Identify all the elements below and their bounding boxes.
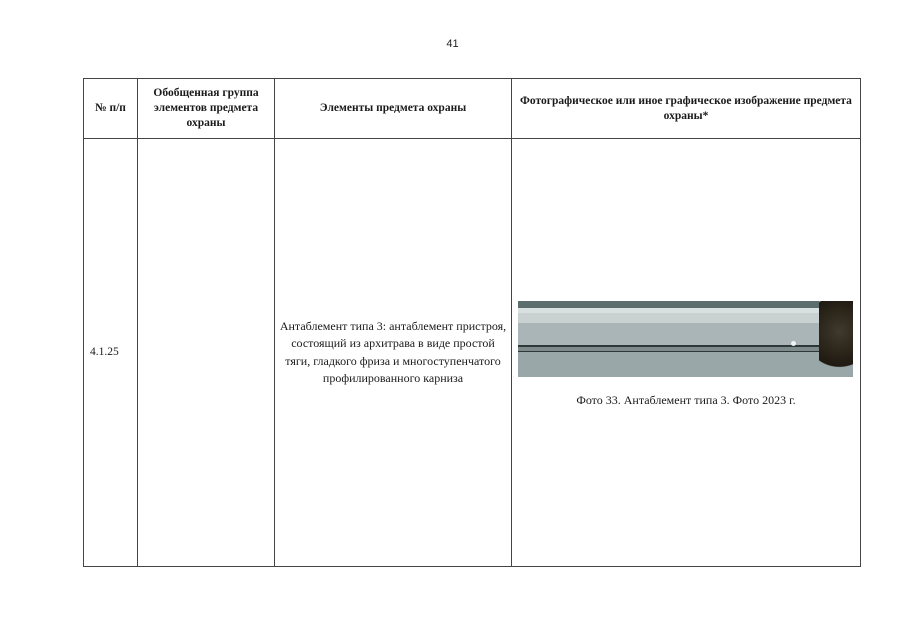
header-elements: Элементы предмета охраны [275, 79, 512, 139]
row-elements [275, 139, 512, 567]
row-number: 4.1.25 [84, 139, 138, 567]
header-group: Обобщенная группа элементов предмета охраны [138, 79, 275, 139]
page-number: 41 [446, 38, 459, 50]
element-description: Антаблемент типа 3: антаблемент пристроя, состоящий из архитрава в виде простой тяги, гладкого фриза и многоступенчатого профилированного карниза [279, 318, 507, 385]
photo-caption: Фото 33. Антаблемент типа 3. Фото 2023 г. [576, 393, 796, 407]
header-number: № п/п [84, 79, 138, 139]
row-photo [512, 139, 861, 567]
table-row [84, 139, 861, 567]
row-group [138, 139, 275, 567]
protection-table [83, 78, 861, 567]
header-photo: Фотографическое или иное графическое изображение предмета охраны* [512, 79, 861, 139]
table-header-row [84, 79, 861, 139]
entablature-photo [518, 301, 853, 377]
